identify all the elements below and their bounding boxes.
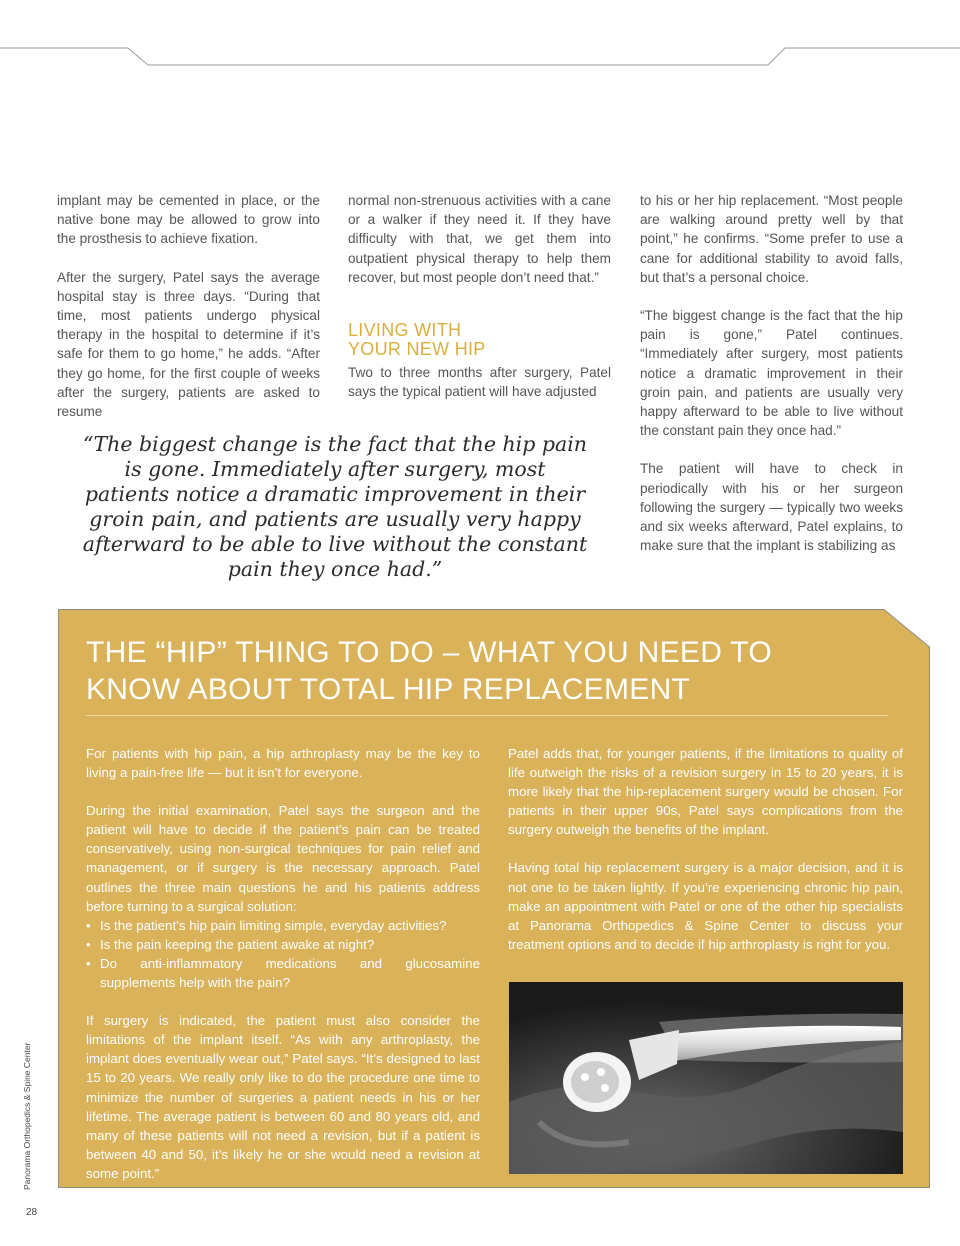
article-column-2 xyxy=(348,191,611,420)
paragraph: “The biggest change is the fact that the hip pain is gone,” Patel continues. “Immediately after surgery, most patients notice a dramatic improvement in their groin pain, and patients are usually very happy afterward to be able to live without the constant pain they once had.” xyxy=(640,308,903,439)
list-item: • Do anti-inflammatory medications and glucosamine supplements help with the pain? xyxy=(86,954,480,992)
subheading-line: YOUR NEW HIP xyxy=(348,339,486,360)
publication-side-label: Panorama Orthopedics & Spine Center xyxy=(22,1042,32,1190)
sidebar-title-line: THE “HIP” THING TO DO – WHAT YOU NEED TO xyxy=(86,636,772,669)
paragraph: Having total hip replacement surgery is a major decision, and it is not one to be taken lightly. If you’re experiencing chronic hip pain, make an appointment with Patel or one of the other hip specialists at Panorama Orthopedics & Spine Center to discuss your treatment options and to decide if hip arthroplasty is right for you. xyxy=(508,860,903,952)
paragraph: Two to three months after surgery, Patel says the typical patient will have adjusted xyxy=(348,365,611,400)
paragraph: For patients with hip pain, a hip arthroplasty may be the key to living a pain-free life — but it isn’t for everyone. xyxy=(86,746,480,781)
page-number: 28 xyxy=(26,1207,38,1218)
bullet-list xyxy=(86,916,480,992)
list-item: • Is the pain keeping the patient awake at night? xyxy=(86,935,480,954)
list-item: • Is the patient’s hip pain limiting simple, everyday activities? xyxy=(86,916,480,935)
sidebar-column-right xyxy=(508,744,903,973)
paragraph: After the surgery, Patel says the average hospital stay is three days. “During that time, most patients undergo physical therapy in the hospital to determine if it’s safe for them to go home,” he adds. “After they go home, for the first couple of weeks after the surgery, patients are asked to resume xyxy=(57,269,320,420)
sidebar-column-left xyxy=(86,744,480,1202)
paragraph: If surgery is indicated, the patient must also consider the limitations of the implant itself. “As with any arthroplasty, the implant does eventually wear out,” Patel says. “It’s designed to last 15 to 20 years. We really only like to do the procedure one time to minimize the number of surgeries a patient needs in his or her lifetime. The average patient is between 60 and 80 years old, and many of these patients will not need a revision, but if a patient is between 40 and 50, it’s likely he or she would need a revision at some point.” xyxy=(86,1013,480,1181)
paragraph: to his or her hip replacement. “Most people are walking around pretty well by that point,” he confirms. “Some prefer to use a cane for additional stability to avoid falls, but that’s a personal choice. xyxy=(640,193,903,285)
paragraph: The patient will have to check in periodically with his or her surgeon following the surgery — typically two weeks and six weeks afterward, Patel explains, to make sure that the implant is stabilizing as xyxy=(640,461,903,554)
paragraph: normal non-strenuous activities with a cane or a walker if they need it. If they have difficulty with that, we get them into outpatient physical therapy to help them recover, but most people don’t need that.” xyxy=(348,193,611,285)
paragraph: Patel adds that, for younger patients, if the limitations to quality of life outweigh the risks of a revision surgery in 15 to 20 years, it is more likely that the hip-replacement surgery would be chosen. For patients in their upper 90s, Patel says complications from the surgery outweigh the benefits of the implant. xyxy=(508,746,903,838)
section-subheading xyxy=(348,321,611,359)
sidebar-divider xyxy=(86,715,888,716)
article-column-3 xyxy=(640,191,903,555)
paragraph: During the initial examination, Patel says the surgeon and the patient will have to decide if the patient’s pain can be treated conservatively, using non-surgical techniques for pain relief and management, or if surgery is the necessary approach. Patel outlines the three main questions he and his patients address before turning to a surgical solution: xyxy=(86,803,480,914)
article-column-1 xyxy=(57,191,320,440)
paragraph: implant may be cemented in place, or the native bone may be allowed to grow into the prosthesis to achieve fixation. xyxy=(57,193,320,247)
pull-quote: “The biggest change is the fact that the hip pain is gone. Immediately after surgery, most patients notice a dramatic improvement in their groin pain, and patients are usually very happy afterward to be able to live without the constant pain they once had.” xyxy=(82,432,588,581)
subheading-line: LIVING WITH xyxy=(348,320,462,341)
sidebar-title-line: KNOW ABOUT TOTAL HIP REPLACEMENT xyxy=(86,673,691,706)
xray-illustration xyxy=(509,982,903,1174)
header-rule xyxy=(0,0,960,80)
sidebar-title xyxy=(86,634,886,708)
hip-xray-image xyxy=(509,982,903,1174)
